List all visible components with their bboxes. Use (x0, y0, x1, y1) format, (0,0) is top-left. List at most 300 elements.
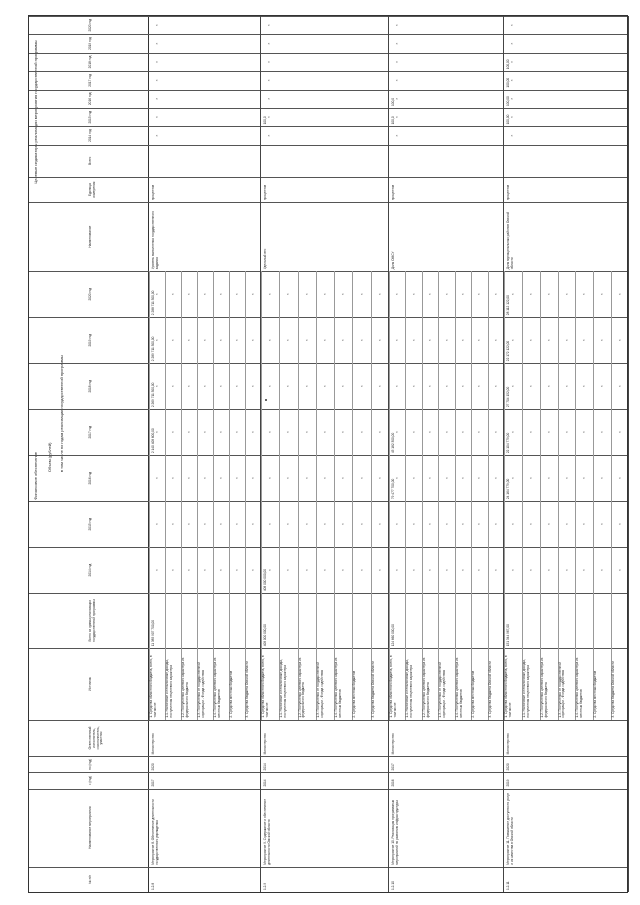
cell-ind: Уровень выполнения государственного задания (151, 211, 159, 270)
empty-mark: × (251, 477, 255, 480)
empty-mark: × (268, 431, 273, 434)
empty-mark: × (564, 339, 569, 342)
empty-mark: × (219, 523, 223, 526)
empty-mark: × (510, 79, 514, 82)
empty-mark: × (444, 293, 449, 296)
empty-mark: × (286, 431, 291, 434)
cell-i3: 100,00 (506, 77, 510, 88)
empty-mark: × (395, 339, 400, 342)
empty-mark: × (510, 431, 515, 434)
empty-mark: × (528, 339, 533, 342)
empty-mark: × (395, 523, 400, 526)
empty-mark: × (477, 431, 482, 434)
empty-mark: × (460, 431, 465, 434)
header-group-title: Объем (рублей) (47, 442, 52, 473)
cell-v2019: 2 289 711 300,00 (151, 336, 155, 362)
cell-name: Мероприятие 8. Обеспечение деятельности государственного учреждения (151, 799, 159, 865)
empty-mark: × (546, 385, 551, 388)
source-label: 1.3. Поступления от государственной корпорации - Фонда содействия (315, 662, 324, 718)
empty-mark: × (395, 97, 399, 100)
header-cell: 2014 год (88, 563, 92, 577)
cell-num: 1.2.8 (151, 882, 155, 890)
cell-v2017: 2 140 408 600,00 (151, 428, 155, 454)
cell-exec: Министерство (263, 733, 267, 755)
empty-mark: × (528, 477, 533, 480)
cell-unit: процентов (506, 184, 510, 201)
empty-mark: × (341, 569, 346, 572)
header-cell: 2016 год (88, 92, 92, 106)
empty-mark: × (235, 339, 239, 342)
empty-mark: × (395, 477, 400, 480)
source-label: 3. Средства бюджета Омской области (487, 661, 492, 718)
empty-mark: × (251, 293, 255, 296)
empty-mark: × (219, 339, 223, 342)
header-cell: 2015 год (88, 517, 92, 531)
empty-mark: × (341, 339, 346, 342)
empty-mark: × (618, 431, 623, 434)
empty-mark: × (444, 523, 449, 526)
empty-mark: × (493, 569, 498, 572)
empty-mark: × (268, 569, 273, 572)
empty-mark: × (359, 293, 364, 296)
empty-mark: × (286, 569, 291, 572)
empty-mark: × (395, 293, 400, 296)
cell-name: Мероприятие 10. Реализация программных мероприятий по развитию инфраструктуры (391, 799, 399, 865)
empty-mark: × (155, 569, 159, 572)
empty-mark: × (493, 431, 498, 434)
cell-v2017: 45 182 300,00 (391, 432, 395, 454)
empty-mark: × (395, 24, 399, 27)
empty-mark: × (235, 293, 239, 296)
empty-mark: × (267, 116, 271, 119)
empty-mark: × (155, 385, 159, 388)
empty-mark: × (564, 477, 569, 480)
empty-mark: × (235, 477, 239, 480)
empty-mark: × (155, 42, 159, 45)
empty-mark: × (618, 339, 623, 342)
empty-mark: × (411, 385, 416, 388)
empty-mark: × (395, 385, 400, 388)
source-label: 1.1. Налоговые и неналоговые доходы, поступления нецелевого характера (279, 659, 288, 718)
empty-mark: × (377, 569, 382, 572)
source-label: 1.2. Поступления целевого характера из федерального бюджета (539, 657, 548, 718)
empty-mark: × (546, 569, 551, 572)
cell-name: Мероприятие 9. Содержание и обеспечение деятельности Омской области (263, 799, 271, 865)
source-label: 1.4. Поступления целевого характера из местных бюджетов (454, 657, 463, 718)
empty-mark: × (155, 431, 159, 434)
empty-mark: × (528, 385, 533, 388)
source-label: 2. Средства местных бюджетов (229, 670, 233, 718)
empty-mark: × (359, 477, 364, 480)
empty-mark: × (600, 477, 605, 480)
empty-mark: × (600, 569, 605, 572)
cell-from: 2016 (391, 779, 395, 787)
empty-mark: × (428, 339, 433, 342)
source-label: 3. Средства бюджета Омской области (611, 661, 616, 718)
header-group-title: Финансовое обеспечение (33, 451, 38, 500)
cell-to: 2014 (263, 763, 267, 771)
header-cell: Ответственный исполнитель, соисполнитель, участник (88, 726, 104, 750)
empty-mark: × (155, 97, 159, 100)
cell-v2019: 22 172 122,00 (506, 340, 510, 362)
empty-mark: × (286, 293, 291, 296)
empty-mark: × (428, 569, 433, 572)
empty-mark: × (341, 477, 346, 480)
cell-ind: Доля ОМСУ (391, 251, 395, 270)
empty-mark: × (203, 385, 207, 388)
source-label: 1. Средства областного бюджета, всего, в том числе (504, 655, 512, 718)
empty-mark: × (477, 339, 482, 342)
empty-mark: × (564, 523, 569, 526)
source-label: 1. Средства областного бюджета, всего, в том числе (389, 655, 397, 718)
empty-mark: × (460, 477, 465, 480)
empty-mark: × (171, 431, 175, 434)
empty-mark: × (323, 523, 327, 526)
empty-mark: × (528, 293, 533, 296)
cell-v2016: 24 164 779,00 (506, 478, 510, 500)
source-label: 2. Средства местных бюджетов (471, 670, 476, 718)
empty-mark: × (155, 61, 159, 63)
cell-from: 2019 (506, 779, 510, 787)
empty-mark: × (546, 431, 551, 434)
empty-mark: × (155, 134, 159, 137)
header-cell: 2017 год (88, 74, 92, 87)
cell-unit: процентов (151, 184, 155, 201)
empty-mark: × (323, 569, 327, 572)
cell-v2018: 27 704 152,00 (506, 386, 510, 408)
cell-v2020: 2 288 711 300,00 (151, 290, 155, 316)
empty-mark: × (304, 431, 309, 434)
empty-mark: × (477, 385, 482, 388)
header-group-title: в том числе по годам реализации государственной программы (59, 355, 64, 473)
empty-mark: × (155, 79, 159, 82)
empty-mark: × (411, 523, 416, 526)
empty-mark: × (493, 339, 498, 342)
empty-mark: × (286, 385, 291, 388)
empty-mark: × (359, 569, 364, 572)
empty-mark: × (203, 339, 207, 342)
empty-mark: × (411, 431, 416, 434)
empty-mark: × (235, 523, 239, 526)
empty-mark: × (564, 385, 569, 388)
empty-mark: × (510, 339, 515, 342)
empty-mark: × (428, 293, 433, 296)
header-cell: Наименование (88, 225, 92, 248)
empty-mark: × (411, 293, 416, 296)
empty-mark: × (341, 523, 346, 526)
empty-mark: × (251, 569, 255, 572)
empty-mark: × (323, 385, 327, 388)
empty-mark: × (187, 385, 191, 388)
empty-mark: × (155, 293, 159, 296)
header-cell: 2014 год (88, 129, 92, 142)
empty-mark: × (510, 385, 515, 388)
empty-mark: × (155, 339, 159, 342)
empty-mark: × (187, 523, 191, 526)
empty-mark: × (377, 431, 382, 434)
cell-i1: 100,0 (263, 116, 267, 125)
cell-total: 11 385 907 700,00 (151, 619, 155, 647)
empty-mark: × (323, 293, 327, 296)
empty-mark: × (428, 431, 433, 434)
cell-total: 151 344 967,00 (506, 624, 510, 647)
source-label: 1.1. Налоговые и неналоговые доходы, поступления нецелевого характера (521, 659, 530, 718)
empty-mark: × (582, 477, 587, 480)
empty-mark: × (187, 339, 191, 342)
source-label: 3. Средства бюджета Омской области (370, 661, 375, 718)
empty-mark: × (582, 385, 587, 388)
empty-mark: × (493, 523, 498, 526)
cell-i4: 100,00 (506, 59, 510, 70)
source-label: 3. Средства бюджета Омской области (245, 661, 249, 718)
empty-mark: × (171, 523, 175, 526)
empty-mark: × (187, 431, 191, 434)
cell-i2: 100,0 (391, 97, 395, 106)
empty-mark: × (359, 385, 364, 388)
empty-mark: × (510, 293, 515, 296)
empty-mark: × (155, 477, 159, 480)
cell-exec: Министерство (151, 733, 155, 755)
empty-mark: × (219, 385, 223, 388)
source-label: 1.2. Поступления целевого характера из федерального бюджета (297, 657, 306, 718)
empty-mark: × (219, 293, 223, 296)
empty-mark: × (171, 339, 175, 342)
empty-mark: × (235, 569, 239, 572)
cell-ind: Доля муниципальных районов Омской области (506, 211, 514, 270)
empty-mark: × (428, 385, 433, 388)
empty-mark: × (510, 97, 514, 100)
cell-exec: Министерство (391, 733, 395, 755)
empty-mark: × (267, 24, 271, 27)
empty-mark: × (323, 431, 327, 434)
empty-mark: × (304, 385, 309, 388)
cell-total: 408 000 000,00 (263, 624, 267, 647)
cell-name: Мероприятие 11. Повышение доступности услуг и их качества в Омской области (506, 793, 514, 865)
empty-mark: × (444, 569, 449, 572)
empty-mark: × (546, 523, 551, 526)
empty-mark: × (251, 431, 255, 434)
header-cell: № п/п (88, 875, 92, 884)
header-cell: по (год) (88, 758, 92, 770)
empty-mark: × (510, 42, 514, 45)
empty-mark: × (267, 61, 271, 63)
empty-mark: × (618, 293, 623, 296)
empty-mark: × (510, 569, 515, 572)
empty-mark: × (411, 477, 416, 480)
empty-mark: × (267, 134, 271, 137)
empty-mark: × (428, 477, 433, 480)
empty-mark: × (564, 569, 569, 572)
empty-mark: × (411, 569, 416, 572)
cell-v2016: 79 477 700,00 (391, 478, 395, 500)
empty-mark: × (528, 523, 533, 526)
empty-mark: × (341, 293, 346, 296)
empty-mark: × (171, 385, 175, 388)
empty-mark: × (618, 523, 623, 526)
empty-mark: × (395, 61, 399, 63)
source-label: 1.3. Поступления от государственной корпорации - Фонда содействия (438, 662, 447, 718)
empty-mark: × (510, 24, 514, 27)
empty-mark: × (286, 339, 291, 342)
empty-mark: × (268, 477, 273, 480)
empty-mark: × (582, 431, 587, 434)
empty-mark: × (395, 42, 399, 45)
empty-mark: × (600, 523, 605, 526)
empty-mark: × (268, 385, 273, 388)
empty-mark: × (286, 523, 291, 526)
empty-mark: × (528, 569, 533, 572)
empty-mark: × (395, 134, 399, 137)
empty-mark: × (600, 293, 605, 296)
cell-from: 2014 (263, 779, 267, 787)
cell-from: 2017 (151, 779, 155, 787)
empty-mark: × (304, 477, 309, 480)
empty-mark: × (304, 339, 309, 342)
empty-mark: × (268, 339, 273, 342)
empty-mark: × (377, 385, 382, 388)
empty-mark: × (251, 523, 255, 526)
header-cell: 2019 год (88, 333, 92, 347)
empty-mark: × (359, 431, 364, 434)
cell-num: 1.2.9 (263, 882, 267, 890)
empty-mark: × (203, 293, 207, 296)
header-cell: Всего из суммы реализации государственной программы (88, 599, 96, 642)
empty-mark: × (171, 569, 175, 572)
empty-mark: × (377, 293, 382, 296)
empty-mark: × (377, 523, 382, 526)
source-label: 1.3. Поступления от государственной корпорации - Фонда содействия (557, 662, 566, 718)
empty-mark: × (618, 477, 623, 480)
header-group-title: Целевые индикаторы реализации мероприятия государственной программы (33, 40, 38, 184)
empty-mark: × (582, 523, 587, 526)
empty-mark: × (477, 569, 482, 572)
empty-mark: × (546, 477, 551, 480)
cell-i2: 100,00 (506, 96, 510, 106)
empty-mark: × (460, 569, 465, 572)
cell-v2018: 2 269 711 300,00 (151, 382, 155, 408)
header-cell: Единица измерения (88, 181, 96, 198)
header-cell: с (год) (88, 775, 92, 786)
empty-mark: × (600, 339, 605, 342)
cell-v2014: 408 000 000,00 (263, 568, 267, 592)
header-cell: 2016 год (88, 471, 92, 485)
empty-mark: × (582, 569, 587, 572)
empty-mark: × (477, 477, 482, 480)
empty-mark: × (411, 339, 416, 342)
empty-mark: × (395, 569, 400, 572)
source-label: 1.1. Налоговые и неналоговые доходы, поступления нецелевого характера (405, 659, 414, 718)
source-label: 1.3. Поступления от государственной корпорации - Фонда содействия (197, 662, 205, 718)
header-cell: 2018 год (88, 55, 92, 69)
cell-total: 124 660 000,00 (391, 624, 395, 647)
header-cell: Всего (88, 156, 92, 166)
empty-mark: × (304, 523, 309, 526)
source-label: 1.4. Поступления целевого характера из местных бюджетов (575, 657, 584, 718)
empty-mark: × (444, 431, 449, 434)
header-cell: Источник (88, 677, 92, 691)
empty-mark: × (510, 134, 514, 137)
empty-mark: × (155, 523, 159, 526)
empty-mark: × (359, 339, 364, 342)
empty-mark: × (286, 477, 291, 480)
empty-mark: × (267, 79, 271, 82)
cell-to: 2020 (506, 763, 510, 771)
empty-mark: × (203, 523, 207, 526)
empty-mark: × (395, 116, 399, 119)
source-label: 1. Средства областного бюджета, всего, в том числе (261, 655, 269, 718)
cell-num: 1.2.10 (391, 881, 395, 890)
empty-mark: × (582, 293, 587, 296)
empty-mark: × (618, 569, 623, 572)
empty-mark: × (600, 431, 605, 434)
empty-mark: × (564, 431, 569, 434)
empty-mark: × (268, 293, 273, 296)
empty-mark: × (528, 431, 533, 434)
empty-mark: × (428, 523, 433, 526)
source-label: 1.2. Поступления целевого характера из федерального бюджета (421, 657, 430, 718)
empty-mark: × (187, 477, 191, 480)
empty-mark: × (268, 523, 273, 526)
empty-mark: × (323, 477, 327, 480)
empty-mark: × (546, 339, 551, 342)
empty-mark: × (460, 293, 465, 296)
cell-num: 1.2.11 (506, 881, 510, 890)
cell-to: 2020 (151, 763, 155, 771)
empty-mark: × (600, 385, 605, 388)
empty-mark: × (235, 385, 239, 388)
source-label: 1.4. Поступления целевого характера из местных бюджетов (213, 657, 221, 718)
empty-mark: × (341, 431, 346, 434)
empty-mark: × (235, 431, 239, 434)
empty-mark: × (267, 97, 271, 100)
empty-mark: × (460, 339, 465, 342)
cell-i1: 100,0 (391, 116, 395, 125)
source-label: 1. Средства областного бюджета, всего, в том числе (149, 655, 157, 718)
empty-mark: × (251, 385, 255, 388)
empty-mark: × (510, 477, 515, 480)
empty-mark: × (203, 431, 207, 434)
cell-exec: Министерство (506, 733, 510, 755)
cell-unit: процентов (391, 184, 395, 201)
source-label: 1.2. Поступления целевого характера из федерального бюджета (181, 657, 189, 718)
empty-mark: × (377, 339, 382, 342)
empty-mark: × (219, 477, 223, 480)
empty-mark: × (493, 385, 498, 388)
empty-mark: × (155, 116, 159, 119)
empty-mark: × (304, 569, 309, 572)
source-label: 1.1. Налоговые и неналоговые доходы, поступления нецелевого характера (165, 659, 173, 718)
empty-mark: × (460, 523, 465, 526)
empty-mark: × (510, 523, 515, 526)
cell-v2017: 22 104 779,00 (506, 432, 510, 454)
cell-to: 2017 (391, 763, 395, 771)
empty-mark: × (444, 385, 449, 388)
header-cell: 2015 год (88, 110, 92, 124)
empty-mark: × (444, 477, 449, 480)
empty-mark: × (341, 385, 346, 388)
program-table (28, 15, 628, 893)
empty-mark: × (395, 79, 399, 82)
header-cell: 2018 год (88, 379, 92, 393)
empty-mark: × (444, 339, 449, 342)
header-cell: 2020 год (88, 18, 92, 32)
empty-mark: × (493, 293, 498, 296)
empty-mark: × (203, 477, 207, 480)
cell-v2020: 28 112 122,00 (506, 295, 510, 316)
empty-mark: × (618, 385, 623, 388)
empty-mark: × (460, 385, 465, 388)
empty-mark: × (477, 523, 482, 526)
